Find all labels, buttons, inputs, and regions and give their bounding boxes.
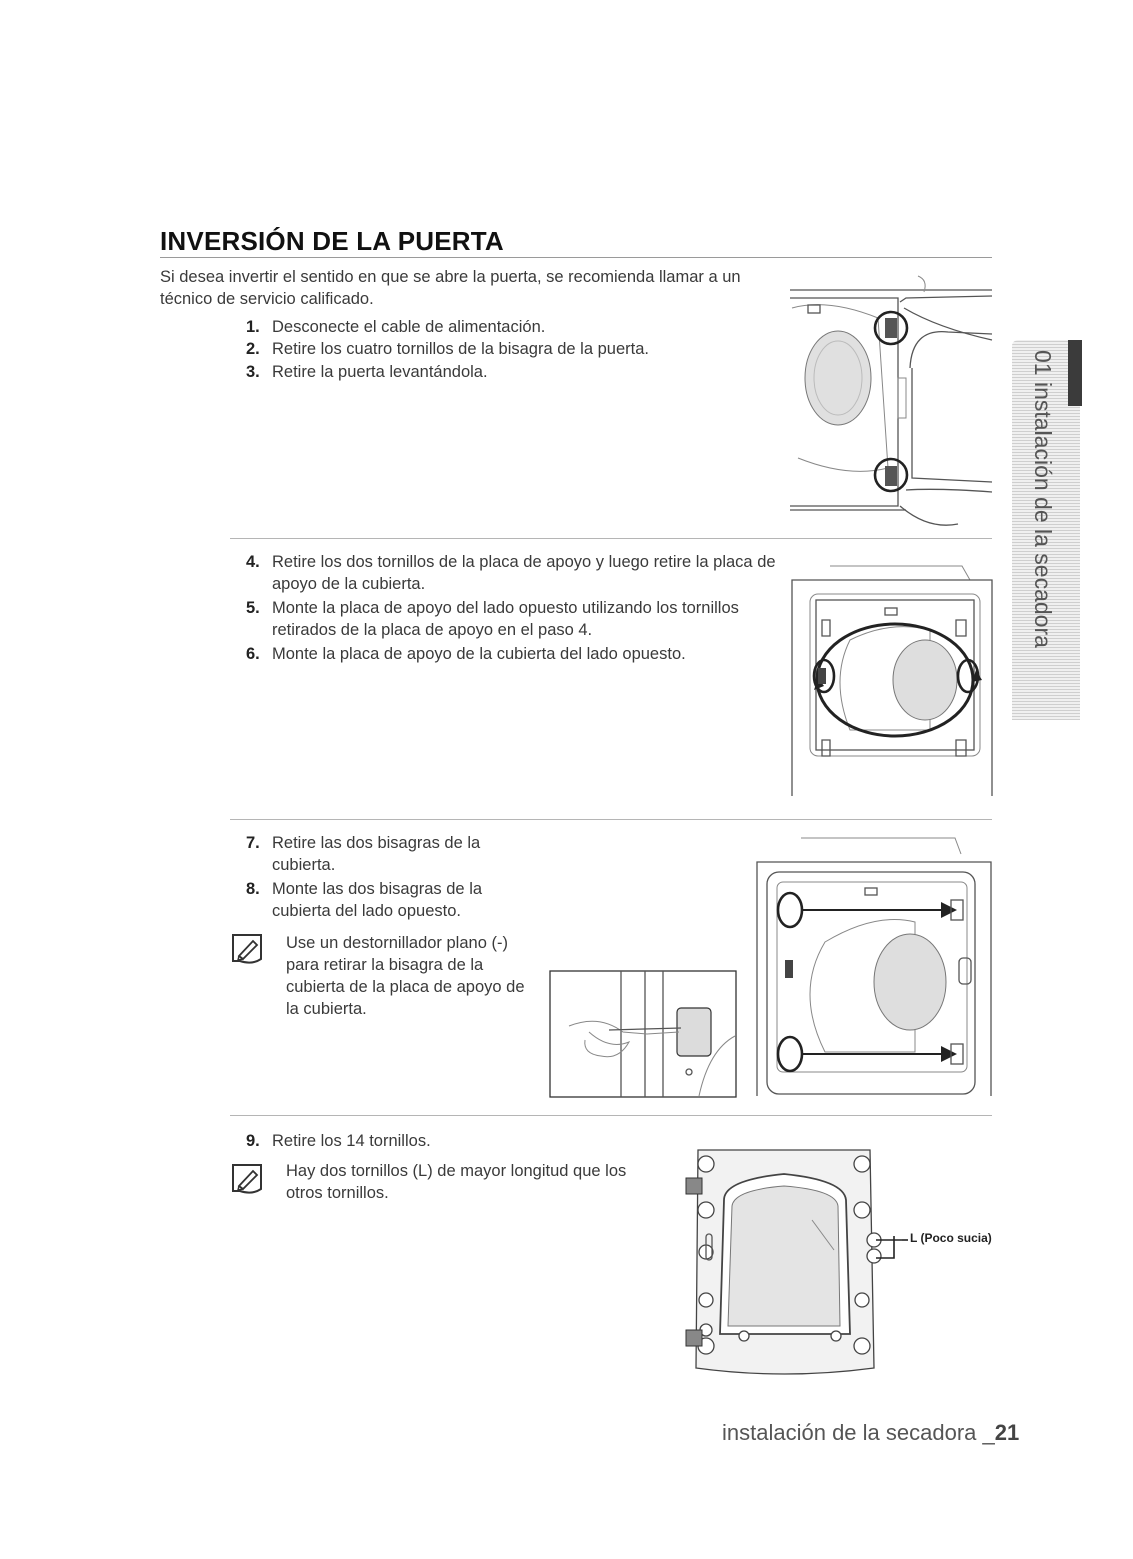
step-text: Monte la placa de apoyo del lado opuesto utilizando los tornillos retirados de la placa de apoyo en el paso 4.	[272, 599, 739, 639]
section-divider-2	[230, 819, 992, 820]
step-5	[246, 597, 782, 641]
step-text: Retire los dos tornillos de la placa de apoyo y luego retire la placa de apoyo de la cubierta.	[272, 553, 776, 593]
step-text: Monte las dos bisagras de la cubierta del lado opuesto.	[272, 880, 483, 920]
step-text: Retire los 14 tornillos.	[272, 1132, 431, 1150]
step-2	[246, 338, 772, 360]
figure-door-hinges	[788, 268, 994, 530]
step-number: 2.	[246, 340, 260, 358]
note-pencil-icon	[230, 1162, 266, 1196]
figure-cover-hinges	[755, 832, 993, 1100]
step-text: Monte la placa de apoyo de la cubierta del lado opuesto.	[272, 645, 686, 663]
step-number: 5.	[246, 599, 260, 617]
step-number: 7.	[246, 834, 260, 852]
step-number: 4.	[246, 553, 260, 571]
page-number: 21	[994, 1420, 1020, 1445]
note-screwdriver: Use un destornillador plano (-) para retirar la bisagra de la cubierta de la placa de apoyo de la cubierta.	[286, 934, 525, 1018]
step-number: 1.	[246, 318, 260, 336]
step-number: 6.	[246, 645, 260, 663]
screw-label: L (Poco sucia)	[910, 1231, 992, 1245]
figure-screwdriver-detail	[549, 970, 739, 1100]
title-divider	[160, 257, 992, 258]
step-number: 3.	[246, 363, 260, 381]
page-footer	[722, 1420, 1019, 1446]
step-number: 9.	[246, 1132, 260, 1150]
note-pencil-icon	[230, 932, 266, 966]
step-text: Retire los cuatro tornillos de la bisagra de la puerta.	[272, 340, 649, 358]
step-8	[246, 878, 512, 922]
intro-paragraph: Si desea invertir el sentido en que se abre la puerta, se recomienda llamar a un técnico de servicio calificado.	[160, 268, 741, 308]
figure-back-plate	[790, 560, 994, 800]
section-divider-1	[230, 538, 992, 539]
section-divider-3	[230, 1115, 992, 1116]
step-text: Retire las dos bisagras de la cubierta.	[272, 834, 481, 874]
step-4	[246, 551, 782, 595]
step-text: Retire la puerta levantándola.	[272, 363, 488, 381]
screw-callout-bracket	[872, 1228, 912, 1268]
step-number: 8.	[246, 880, 260, 898]
chapter-tab-marker	[1068, 340, 1082, 406]
step-1	[246, 316, 772, 338]
figure-door-screws	[684, 1140, 884, 1380]
chapter-tab-label: 01 instalación de la secadora	[1030, 350, 1056, 648]
note-long-screws: Hay dos tornillos (L) de mayor longitud que los otros tornillos.	[286, 1162, 627, 1202]
page-title: INVERSIÓN DE LA PUERTA	[160, 226, 504, 256]
step-3	[246, 361, 772, 383]
footer-text: instalación de la secadora _	[722, 1420, 995, 1445]
step-6	[246, 643, 782, 665]
step-text: Desconecte el cable de alimentación.	[272, 318, 546, 336]
step-7	[246, 832, 512, 876]
step-9	[246, 1130, 572, 1152]
